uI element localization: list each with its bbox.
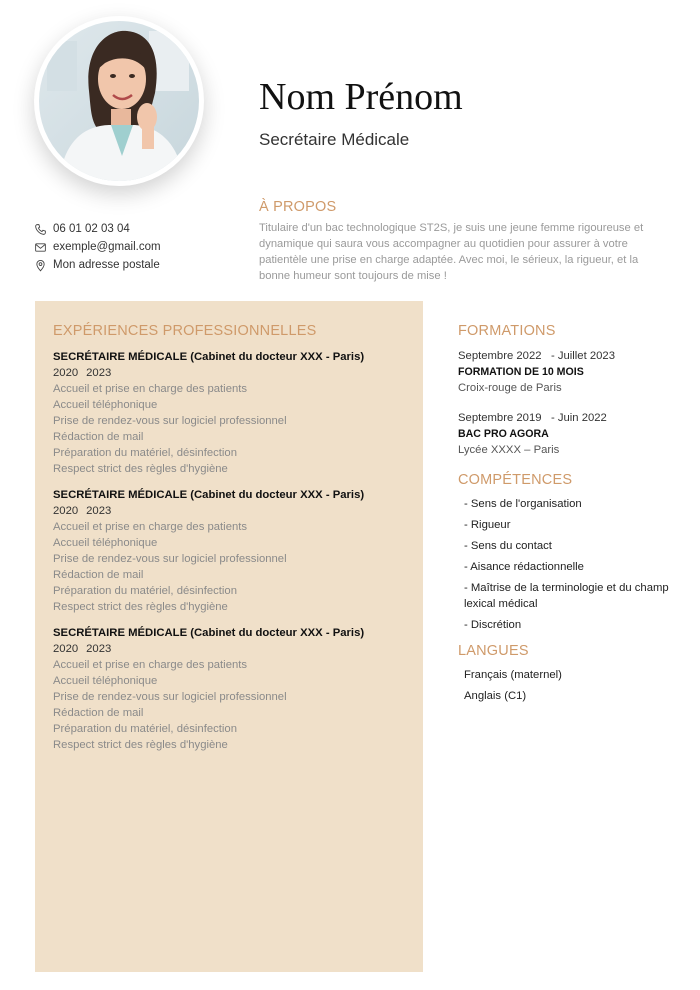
education-name: BAC PRO AGORA: [458, 428, 549, 440]
experience-start: 2020: [53, 643, 79, 655]
experience-entry: [53, 487, 413, 615]
experience-task: Préparation du matériel, désinfection: [53, 447, 237, 459]
right-column: [458, 323, 678, 709]
experience-task: Prise de rendez-vous sur logiciel professionnel: [53, 553, 287, 565]
mail-icon: [34, 241, 47, 254]
experience-task: Rédaction de mail: [53, 431, 144, 443]
experience-end: 2023: [86, 367, 112, 379]
language-item: Français (maternel): [464, 669, 562, 681]
experience-entry: [53, 625, 413, 753]
experience-entry: [53, 349, 413, 477]
experience-dates: [53, 641, 413, 657]
experience-title: SECRÉTAIRE MÉDICALE (Cabinet du docteur XXX - Paris): [53, 489, 365, 501]
education-dates: Septembre 2022 - Juillet 2023: [458, 350, 615, 362]
skill-item: - Sens du contact: [464, 540, 552, 552]
postal-address: Mon adresse postale: [53, 259, 160, 271]
contact-address: [34, 256, 254, 274]
contact-phone: [34, 220, 254, 238]
experience-task: Prise de rendez-vous sur logiciel professionnel: [53, 691, 287, 703]
experience-task: Prise de rendez-vous sur logiciel professionnel: [53, 415, 287, 427]
skill-item: - Maîtrise de la terminologie et du champ lexical médical: [464, 582, 669, 610]
experience-task: Accueil téléphonique: [53, 399, 158, 411]
profile-photo: [39, 21, 199, 181]
skill-item: - Sens de l'organisation: [464, 498, 582, 510]
skill-item: - Aisance rédactionnelle: [464, 561, 584, 573]
phone-icon: [34, 223, 47, 236]
about-heading: À PROPOS: [259, 199, 337, 215]
skills-list: [464, 496, 678, 633]
education-place: Lycée XXXX – Paris: [458, 444, 560, 456]
experience-panel: [35, 301, 423, 972]
email-address: exemple@gmail.com: [53, 241, 161, 253]
experience-task: Préparation du matériel, désinfection: [53, 585, 237, 597]
experience-task: Respect strict des règles d'hygiène: [53, 739, 228, 751]
experience-title: SECRÉTAIRE MÉDICALE (Cabinet du docteur XXX - Paris): [53, 351, 365, 363]
skill-item: - Rigueur: [464, 519, 511, 531]
languages-heading: LANGUES: [458, 643, 529, 659]
education-name: FORMATION DE 10 MOIS: [458, 366, 584, 378]
experience-start: 2020: [53, 367, 79, 379]
experience-task: Respect strict des règles d'hygiène: [53, 463, 228, 475]
experience-task: Accueil et prise en charge des patients: [53, 383, 248, 395]
experience-end: 2023: [86, 505, 112, 517]
experience-task: Respect strict des règles d'hygiène: [53, 601, 228, 613]
experience-task: Accueil et prise en charge des patients: [53, 521, 248, 533]
experience-dates: [53, 365, 413, 381]
experience-task: Rédaction de mail: [53, 707, 144, 719]
job-title: Secrétaire Médicale: [259, 130, 410, 149]
contact-email: [34, 238, 254, 256]
person-name: Nom Prénom: [259, 76, 463, 118]
languages-list: [464, 667, 678, 704]
experience-dates: [53, 503, 413, 519]
contact-info: [34, 220, 254, 274]
education-place: Croix-rouge de Paris: [458, 382, 562, 394]
experience-task: Accueil téléphonique: [53, 537, 158, 549]
phone-number: 06 01 02 03 04: [53, 223, 130, 235]
experience-task: Préparation du matériel, désinfection: [53, 723, 237, 735]
experience-heading: EXPÉRIENCES PROFESSIONNELLES: [53, 323, 317, 339]
experience-end: 2023: [86, 643, 112, 655]
skills-heading: COMPÉTENCES: [458, 472, 573, 488]
language-item: Anglais (C1): [464, 690, 527, 702]
location-pin-icon: [34, 259, 47, 272]
skill-item: - Discrétion: [464, 619, 522, 631]
education-entry: [458, 410, 678, 458]
education-dates: Septembre 2019 - Juin 2022: [458, 412, 607, 424]
profile-photo-frame: [34, 16, 204, 186]
experience-task: Accueil et prise en charge des patients: [53, 659, 248, 671]
experience-title: SECRÉTAIRE MÉDICALE (Cabinet du docteur XXX - Paris): [53, 627, 365, 639]
education-heading: FORMATIONS: [458, 323, 556, 339]
experience-task: Accueil téléphonique: [53, 675, 158, 687]
education-entry: [458, 348, 678, 396]
about-text: Titulaire d'un bac technologique ST2S, je suis une jeune femme rigoureuse et dynamique qui saura vous accompagner au quotidien pour assurer à votre patientèle une prise en charge adaptée. Avec moi, le sérieux, la rigueur, et la bonne humeur sont toujours de mise !: [259, 222, 644, 282]
experience-task: Rédaction de mail: [53, 569, 144, 581]
experience-start: 2020: [53, 505, 79, 517]
